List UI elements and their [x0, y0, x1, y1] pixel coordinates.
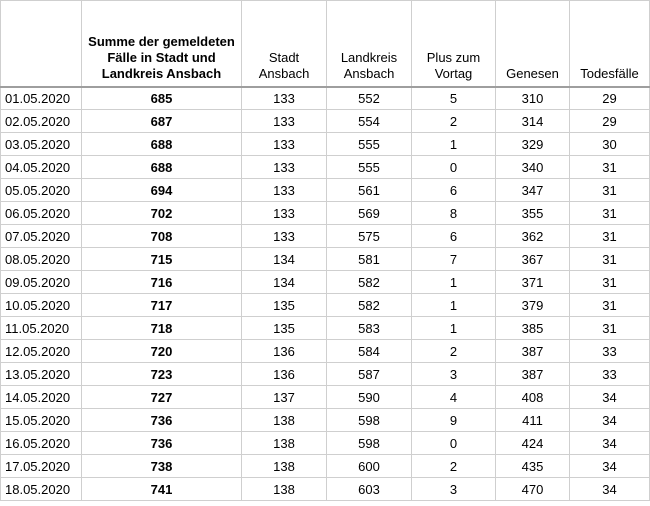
district-cell: 598	[327, 409, 412, 432]
recovered-cell: 310	[496, 87, 570, 110]
daily-increase-cell: 2	[412, 455, 496, 478]
total-cases-cell: 718	[82, 317, 242, 340]
recovered-cell: 314	[496, 110, 570, 133]
recovered-cell: 435	[496, 455, 570, 478]
district-cell: 555	[327, 156, 412, 179]
daily-increase-cell: 6	[412, 225, 496, 248]
date-cell: 06.05.2020	[1, 202, 82, 225]
header-district: Landkreis Ansbach	[327, 1, 412, 87]
deaths-cell: 31	[570, 271, 650, 294]
recovered-cell: 355	[496, 202, 570, 225]
header-daily-increase: Plus zum Vortag	[412, 1, 496, 87]
total-cases-cell: 687	[82, 110, 242, 133]
date-cell: 02.05.2020	[1, 110, 82, 133]
daily-increase-cell: 1	[412, 317, 496, 340]
total-cases-cell: 723	[82, 363, 242, 386]
city-cell: 133	[242, 133, 327, 156]
table-row	[1, 271, 650, 294]
city-cell: 133	[242, 179, 327, 202]
table-row	[1, 478, 650, 501]
daily-increase-cell: 0	[412, 432, 496, 455]
table-row	[1, 248, 650, 271]
city-cell: 137	[242, 386, 327, 409]
date-cell: 08.05.2020	[1, 248, 82, 271]
recovered-cell: 424	[496, 432, 570, 455]
district-cell: 555	[327, 133, 412, 156]
table-row	[1, 133, 650, 156]
date-cell: 04.05.2020	[1, 156, 82, 179]
total-cases-cell: 702	[82, 202, 242, 225]
table-row	[1, 179, 650, 202]
total-cases-cell: 717	[82, 294, 242, 317]
date-cell: 03.05.2020	[1, 133, 82, 156]
table-row	[1, 156, 650, 179]
deaths-cell: 31	[570, 202, 650, 225]
city-cell: 133	[242, 87, 327, 110]
table-row	[1, 202, 650, 225]
daily-increase-cell: 0	[412, 156, 496, 179]
total-cases-cell: 688	[82, 156, 242, 179]
city-cell: 138	[242, 455, 327, 478]
recovered-cell: 371	[496, 271, 570, 294]
deaths-cell: 29	[570, 110, 650, 133]
total-cases-cell: 708	[82, 225, 242, 248]
table-row	[1, 340, 650, 363]
district-cell: 603	[327, 478, 412, 501]
table-body	[1, 87, 650, 501]
table-row	[1, 432, 650, 455]
total-cases-cell: 738	[82, 455, 242, 478]
table-row	[1, 386, 650, 409]
date-cell: 09.05.2020	[1, 271, 82, 294]
header-date	[1, 1, 82, 87]
table-row	[1, 363, 650, 386]
district-cell: 583	[327, 317, 412, 340]
date-cell: 17.05.2020	[1, 455, 82, 478]
city-cell: 135	[242, 294, 327, 317]
table-row	[1, 409, 650, 432]
district-cell: 582	[327, 271, 412, 294]
deaths-cell: 34	[570, 409, 650, 432]
city-cell: 133	[242, 156, 327, 179]
daily-increase-cell: 5	[412, 87, 496, 110]
district-cell: 598	[327, 432, 412, 455]
header-city: Stadt Ansbach	[242, 1, 327, 87]
recovered-cell: 379	[496, 294, 570, 317]
date-cell: 01.05.2020	[1, 87, 82, 110]
city-cell: 138	[242, 432, 327, 455]
recovered-cell: 340	[496, 156, 570, 179]
recovered-cell: 385	[496, 317, 570, 340]
total-cases-cell: 736	[82, 409, 242, 432]
daily-increase-cell: 1	[412, 133, 496, 156]
date-cell: 15.05.2020	[1, 409, 82, 432]
recovered-cell: 408	[496, 386, 570, 409]
table-row	[1, 317, 650, 340]
recovered-cell: 387	[496, 363, 570, 386]
daily-increase-cell: 4	[412, 386, 496, 409]
date-cell: 16.05.2020	[1, 432, 82, 455]
daily-increase-cell: 3	[412, 363, 496, 386]
total-cases-cell: 715	[82, 248, 242, 271]
recovered-cell: 347	[496, 179, 570, 202]
table-row	[1, 455, 650, 478]
recovered-cell: 470	[496, 478, 570, 501]
deaths-cell: 34	[570, 432, 650, 455]
deaths-cell: 34	[570, 478, 650, 501]
total-cases-cell: 688	[82, 133, 242, 156]
deaths-cell: 31	[570, 225, 650, 248]
recovered-cell: 367	[496, 248, 570, 271]
district-cell: 561	[327, 179, 412, 202]
deaths-cell: 31	[570, 317, 650, 340]
total-cases-cell: 720	[82, 340, 242, 363]
district-cell: 600	[327, 455, 412, 478]
deaths-cell: 31	[570, 179, 650, 202]
city-cell: 138	[242, 478, 327, 501]
district-cell: 590	[327, 386, 412, 409]
total-cases-cell: 716	[82, 271, 242, 294]
district-cell: 587	[327, 363, 412, 386]
date-cell: 13.05.2020	[1, 363, 82, 386]
daily-increase-cell: 7	[412, 248, 496, 271]
recovered-cell: 387	[496, 340, 570, 363]
total-cases-cell: 694	[82, 179, 242, 202]
table-row	[1, 294, 650, 317]
recovered-cell: 329	[496, 133, 570, 156]
header-recovered: Genesen	[496, 1, 570, 87]
recovered-cell: 362	[496, 225, 570, 248]
daily-increase-cell: 2	[412, 340, 496, 363]
table-row	[1, 87, 650, 110]
total-cases-cell: 727	[82, 386, 242, 409]
deaths-cell: 33	[570, 363, 650, 386]
daily-increase-cell: 1	[412, 294, 496, 317]
city-cell: 133	[242, 110, 327, 133]
daily-increase-cell: 3	[412, 478, 496, 501]
daily-increase-cell: 2	[412, 110, 496, 133]
deaths-cell: 30	[570, 133, 650, 156]
district-cell: 581	[327, 248, 412, 271]
date-cell: 05.05.2020	[1, 179, 82, 202]
date-cell: 14.05.2020	[1, 386, 82, 409]
daily-increase-cell: 9	[412, 409, 496, 432]
deaths-cell: 29	[570, 87, 650, 110]
total-cases-cell: 736	[82, 432, 242, 455]
city-cell: 134	[242, 248, 327, 271]
daily-increase-cell: 8	[412, 202, 496, 225]
deaths-cell: 33	[570, 340, 650, 363]
date-cell: 10.05.2020	[1, 294, 82, 317]
city-cell: 133	[242, 202, 327, 225]
date-cell: 12.05.2020	[1, 340, 82, 363]
deaths-cell: 31	[570, 248, 650, 271]
total-cases-cell: 685	[82, 87, 242, 110]
deaths-cell: 34	[570, 386, 650, 409]
city-cell: 135	[242, 317, 327, 340]
district-cell: 552	[327, 87, 412, 110]
city-cell: 138	[242, 409, 327, 432]
header-deaths: Todesfälle	[570, 1, 650, 87]
district-cell: 569	[327, 202, 412, 225]
recovered-cell: 411	[496, 409, 570, 432]
district-cell: 554	[327, 110, 412, 133]
daily-increase-cell: 6	[412, 179, 496, 202]
date-cell: 11.05.2020	[1, 317, 82, 340]
header-row	[1, 1, 650, 87]
city-cell: 136	[242, 340, 327, 363]
table-row	[1, 225, 650, 248]
district-cell: 575	[327, 225, 412, 248]
city-cell: 133	[242, 225, 327, 248]
date-cell: 18.05.2020	[1, 478, 82, 501]
daily-increase-cell: 1	[412, 271, 496, 294]
district-cell: 582	[327, 294, 412, 317]
total-cases-cell: 741	[82, 478, 242, 501]
header-total-cases: Summe der gemeldeten Fälle in Stadt und Landkreis Ansbach	[82, 1, 242, 87]
table-row	[1, 110, 650, 133]
city-cell: 136	[242, 363, 327, 386]
deaths-cell: 31	[570, 156, 650, 179]
city-cell: 134	[242, 271, 327, 294]
deaths-cell: 34	[570, 455, 650, 478]
deaths-cell: 31	[570, 294, 650, 317]
district-cell: 584	[327, 340, 412, 363]
date-cell: 07.05.2020	[1, 225, 82, 248]
